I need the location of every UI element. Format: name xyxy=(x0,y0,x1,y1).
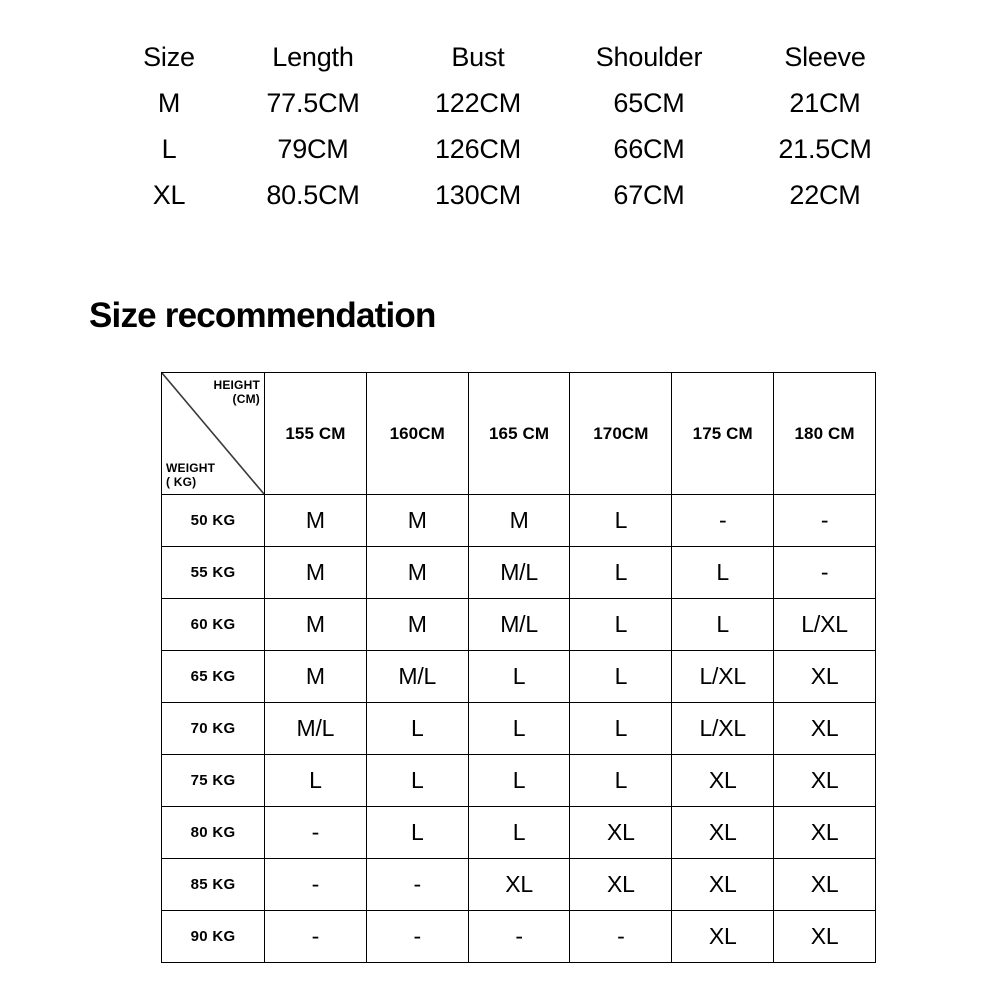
measurements-header-row xyxy=(110,34,910,80)
weight-row-header-75: 75 KG xyxy=(162,755,265,807)
measurement-length: 79CM xyxy=(277,134,349,164)
size-cell: - xyxy=(672,495,774,547)
size-recommendation-table xyxy=(161,372,876,963)
size-cell: L xyxy=(366,703,468,755)
height-column-header-175: 175 CM xyxy=(672,373,774,495)
size-cell: L xyxy=(366,755,468,807)
size-cell: M xyxy=(265,495,367,547)
table-row xyxy=(162,703,876,755)
table-row xyxy=(162,911,876,963)
measurement-length: 77.5CM xyxy=(266,88,360,118)
measurement-size: XL xyxy=(152,180,186,210)
table-row xyxy=(162,495,876,547)
table-row xyxy=(162,547,876,599)
size-cell: - xyxy=(265,859,367,911)
size-cell: M xyxy=(265,651,367,703)
size-cell: XL xyxy=(570,807,672,859)
size-cell: XL xyxy=(774,807,876,859)
size-cell: L/XL xyxy=(672,651,774,703)
size-cell: M/L xyxy=(468,599,570,651)
weight-row-header-90: 90 KG xyxy=(162,911,265,963)
measurement-shoulder: 66CM xyxy=(613,134,685,164)
axis-corner-cell xyxy=(162,373,265,495)
height-axis-label xyxy=(213,378,260,406)
size-cell: M/L xyxy=(468,547,570,599)
size-cell: - xyxy=(265,807,367,859)
size-cell: M/L xyxy=(265,703,367,755)
size-cell: - xyxy=(366,859,468,911)
size-cell: M/L xyxy=(366,651,468,703)
measurement-shoulder: 67CM xyxy=(613,180,685,210)
size-cell: L xyxy=(570,547,672,599)
weight-axis-label-line2: ( KG) xyxy=(166,474,197,489)
table-row xyxy=(162,599,876,651)
size-cell: M xyxy=(366,495,468,547)
measurements-header-shoulder: Shoulder xyxy=(595,42,703,72)
weight-row-header-85: 85 KG xyxy=(162,859,265,911)
size-cell: - xyxy=(468,911,570,963)
size-cell: L xyxy=(468,755,570,807)
recommendation-header-row xyxy=(162,373,876,495)
weight-axis-label-line1: WEIGHT xyxy=(166,460,216,475)
weight-row-header-50: 50 KG xyxy=(162,495,265,547)
measurement-bust: 126CM xyxy=(434,134,522,164)
size-cell: L xyxy=(468,703,570,755)
size-cell: L xyxy=(672,547,774,599)
measurements-header-size: Size xyxy=(143,42,195,72)
size-cell: - xyxy=(774,495,876,547)
table-row xyxy=(110,80,910,126)
measurement-size: L xyxy=(161,134,177,164)
size-cell: XL xyxy=(672,807,774,859)
size-cell: - xyxy=(265,911,367,963)
size-cell: L xyxy=(570,495,672,547)
table-row xyxy=(110,172,910,218)
size-cell: L xyxy=(468,651,570,703)
height-column-header-155: 155 CM xyxy=(265,373,367,495)
table-row xyxy=(162,859,876,911)
size-cell: XL xyxy=(774,703,876,755)
height-column-header-165: 165 CM xyxy=(468,373,570,495)
size-cell: XL xyxy=(774,859,876,911)
size-cell: - xyxy=(774,547,876,599)
table-row xyxy=(162,807,876,859)
size-cell: M xyxy=(366,599,468,651)
size-cell: L xyxy=(570,703,672,755)
height-axis-label-line2: (CM) xyxy=(232,392,260,407)
size-cell: - xyxy=(366,911,468,963)
size-cell: L xyxy=(265,755,367,807)
size-cell: XL xyxy=(468,859,570,911)
weight-row-header-55: 55 KG xyxy=(162,547,265,599)
size-cell: XL xyxy=(774,755,876,807)
size-cell: XL xyxy=(774,651,876,703)
size-cell: L xyxy=(570,599,672,651)
size-cell: L/XL xyxy=(672,703,774,755)
measurements-header-bust: Bust xyxy=(451,42,505,72)
weight-axis-label xyxy=(166,461,215,489)
measurements-header-sleeve: Sleeve xyxy=(784,42,866,72)
size-cell: - xyxy=(570,911,672,963)
size-cell: M xyxy=(265,547,367,599)
measurements-header-length: Length xyxy=(272,42,354,72)
page-title: Size recommendation xyxy=(89,296,436,335)
size-cell: L xyxy=(570,755,672,807)
size-cell: M xyxy=(366,547,468,599)
size-cell: XL xyxy=(672,859,774,911)
height-column-header-160: 160CM xyxy=(366,373,468,495)
measurement-sleeve: 22CM xyxy=(789,180,861,210)
height-column-header-180: 180 CM xyxy=(774,373,876,495)
size-cell: M xyxy=(468,495,570,547)
weight-row-header-70: 70 KG xyxy=(162,703,265,755)
size-cell: XL xyxy=(570,859,672,911)
measurement-bust: 122CM xyxy=(434,88,522,118)
measurement-length: 80.5CM xyxy=(266,180,360,210)
measurement-bust: 130CM xyxy=(434,180,522,210)
height-axis-label-line1: HEIGHT xyxy=(213,378,260,392)
size-cell: L/XL xyxy=(774,599,876,651)
size-cell: XL xyxy=(774,911,876,963)
measurement-shoulder: 65CM xyxy=(613,88,685,118)
size-cell: L xyxy=(468,807,570,859)
size-cell: L xyxy=(570,651,672,703)
size-cell: M xyxy=(265,599,367,651)
measurement-size: M xyxy=(157,88,181,118)
weight-row-header-60: 60 KG xyxy=(162,599,265,651)
weight-row-header-80: 80 KG xyxy=(162,807,265,859)
size-cell: L xyxy=(672,599,774,651)
table-row xyxy=(162,651,876,703)
size-cell: XL xyxy=(672,755,774,807)
measurements-table xyxy=(110,34,910,218)
measurement-sleeve: 21.5CM xyxy=(778,134,872,164)
table-row xyxy=(162,755,876,807)
size-cell: XL xyxy=(672,911,774,963)
table-row xyxy=(110,126,910,172)
size-cell: L xyxy=(366,807,468,859)
measurement-sleeve: 21CM xyxy=(789,88,861,118)
weight-row-header-65: 65 KG xyxy=(162,651,265,703)
height-column-header-170: 170CM xyxy=(570,373,672,495)
